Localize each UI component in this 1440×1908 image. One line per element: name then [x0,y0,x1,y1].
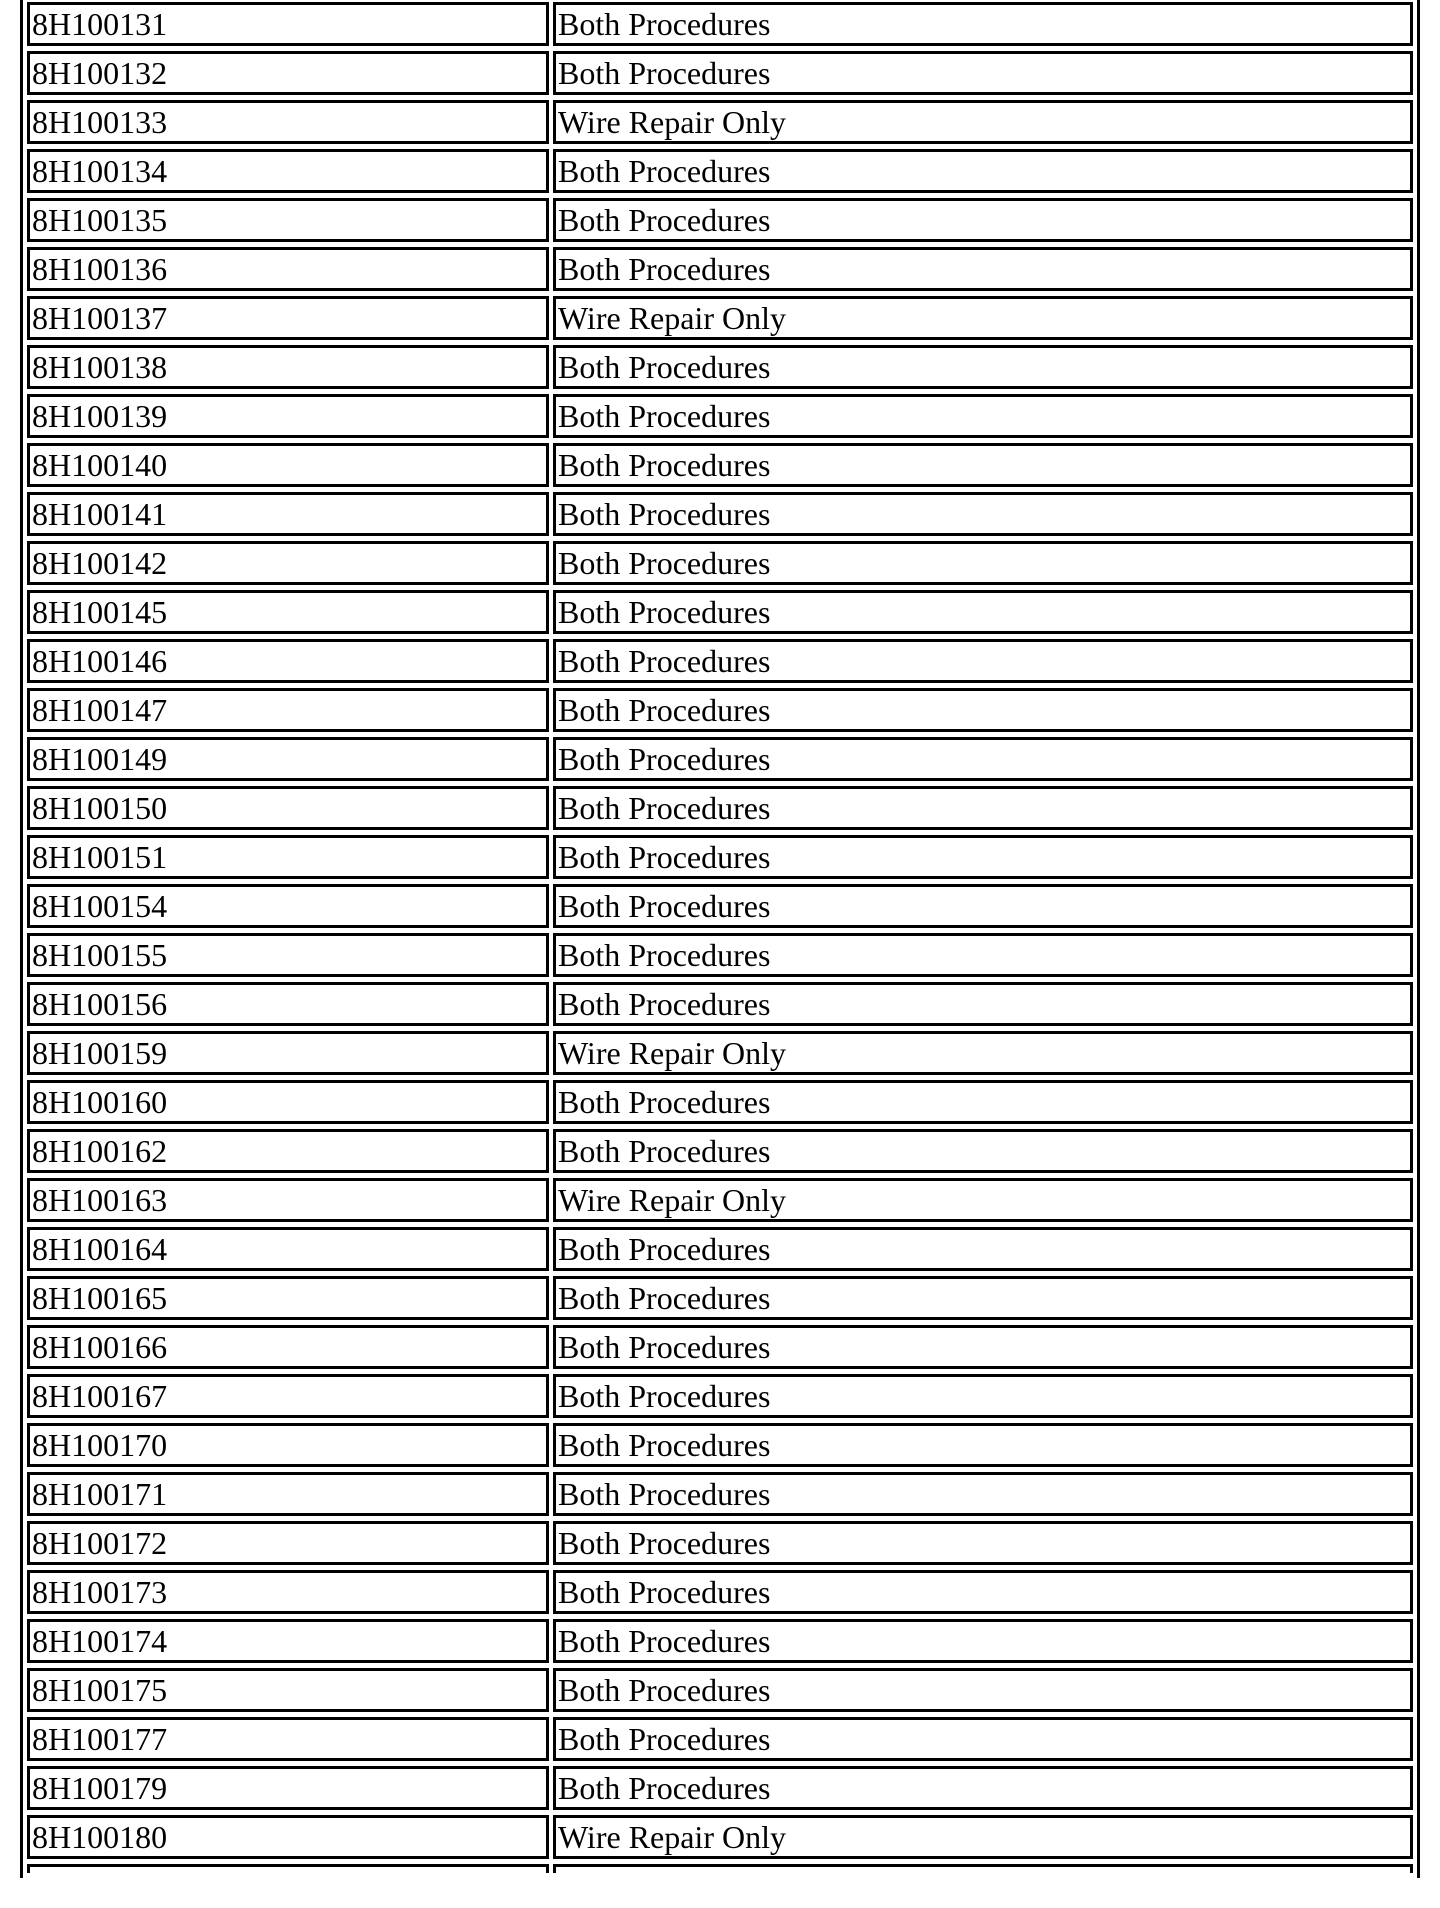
procedure-cell: Both Procedures [553,590,1413,634]
procedure-cell: Both Procedures [553,1423,1413,1467]
procedure-cell: Both Procedures [553,492,1413,536]
table-row [27,1178,1413,1222]
procedure-cell: Both Procedures [553,1570,1413,1614]
procedure-cell: Wire Repair Only [553,1031,1413,1075]
table-row [27,590,1413,634]
vehicle-code-cell: 8H100160 [27,1080,549,1124]
procedure-cell: Both Procedures [553,1521,1413,1565]
table-row [27,1521,1413,1565]
vehicle-code-cell: 8H100135 [27,198,549,242]
vehicle-code-cell: 8H100171 [27,1472,549,1516]
document-page [20,0,1420,1878]
procedure-cell: Both Procedures [553,1619,1413,1663]
table-row [27,394,1413,438]
table-row [27,1766,1413,1810]
table-row [27,1227,1413,1271]
table-row [27,884,1413,928]
procedure-cell: Both Procedures [553,541,1413,585]
vehicle-code-cell: 8H100179 [27,1766,549,1810]
procedure-cell: Both Procedures [553,1227,1413,1271]
procedure-cell: Wire Repair Only [553,100,1413,144]
vehicle-code-cell: 8H100164 [27,1227,549,1271]
table-row [27,541,1413,585]
procedure-cell: Both Procedures [553,1325,1413,1369]
procedure-cell: Wire Repair Only [553,296,1413,340]
table-body [27,2,1413,1873]
vehicle-code-cell: 8H100173 [27,1570,549,1614]
vehicle-code-cell: 8H100134 [27,149,549,193]
vehicle-code-cell: 8H100139 [27,394,549,438]
vehicle-code-cell: 8H100172 [27,1521,549,1565]
table-row [27,296,1413,340]
vehicle-code-cell: 8H100132 [27,51,549,95]
table-row [27,933,1413,977]
table-row-partial [27,1864,1413,1873]
procedure-cell: Both Procedures [553,247,1413,291]
procedure-cell: Both Procedures [553,2,1413,46]
vehicle-code-cell: 8H100170 [27,1423,549,1467]
table-row [27,51,1413,95]
table-row [27,1815,1413,1859]
vehicle-code-cell: 8H100131 [27,2,549,46]
procedure-cell: Wire Repair Only [553,1815,1413,1859]
procedure-cell: Wire Repair Only [553,1178,1413,1222]
vehicle-code-cell: 8H100151 [27,835,549,879]
table-row [27,1031,1413,1075]
procedure-cell: Both Procedures [553,933,1413,977]
vehicle-code-cell: 8H100136 [27,247,549,291]
table-row [27,1472,1413,1516]
procedure-cell: Both Procedures [553,1374,1413,1418]
partial-cell [27,1864,549,1873]
procedure-cell: Both Procedures [553,443,1413,487]
vehicle-code-cell: 8H100150 [27,786,549,830]
table-row [27,492,1413,536]
procedure-cell: Both Procedures [553,1276,1413,1320]
table-row [27,1080,1413,1124]
procedure-cell: Both Procedures [553,884,1413,928]
table-row [27,149,1413,193]
table-row [27,1619,1413,1663]
vehicle-code-cell: 8H100159 [27,1031,549,1075]
vehicle-code-cell: 8H100175 [27,1668,549,1712]
vehicle-code-cell: 8H100147 [27,688,549,732]
vin-procedure-table [20,0,1420,1878]
procedure-cell: Both Procedures [553,198,1413,242]
table-row [27,1668,1413,1712]
vehicle-code-cell: 8H100167 [27,1374,549,1418]
procedure-cell: Both Procedures [553,737,1413,781]
table-row [27,1570,1413,1614]
table-row [27,835,1413,879]
vehicle-code-cell: 8H100156 [27,982,549,1026]
vehicle-code-cell: 8H100133 [27,100,549,144]
vehicle-code-cell: 8H100154 [27,884,549,928]
vehicle-code-cell: 8H100140 [27,443,549,487]
procedure-cell: Both Procedures [553,1129,1413,1173]
table-row [27,1423,1413,1467]
table-row [27,1374,1413,1418]
table-row [27,688,1413,732]
table-row [27,786,1413,830]
procedure-cell: Both Procedures [553,982,1413,1026]
table-row [27,737,1413,781]
vehicle-code-cell: 8H100138 [27,345,549,389]
table-row [27,982,1413,1026]
procedure-cell: Both Procedures [553,1766,1413,1810]
table-row [27,1325,1413,1369]
vehicle-code-cell: 8H100165 [27,1276,549,1320]
procedure-cell: Both Procedures [553,688,1413,732]
table-row [27,1276,1413,1320]
procedure-cell: Both Procedures [553,394,1413,438]
vehicle-code-cell: 8H100141 [27,492,549,536]
vehicle-code-cell: 8H100163 [27,1178,549,1222]
table-row [27,1717,1413,1761]
partial-cell [553,1864,1413,1873]
vehicle-code-cell: 8H100162 [27,1129,549,1173]
vehicle-code-cell: 8H100174 [27,1619,549,1663]
table-row [27,2,1413,46]
vehicle-code-cell: 8H100146 [27,639,549,683]
vehicle-code-cell: 8H100145 [27,590,549,634]
procedure-cell: Both Procedures [553,786,1413,830]
procedure-cell: Both Procedures [553,639,1413,683]
procedure-cell: Both Procedures [553,835,1413,879]
table-row [27,247,1413,291]
vehicle-code-cell: 8H100137 [27,296,549,340]
procedure-cell: Both Procedures [553,1080,1413,1124]
vehicle-code-cell: 8H100142 [27,541,549,585]
table-row [27,443,1413,487]
procedure-cell: Both Procedures [553,1717,1413,1761]
table-row [27,100,1413,144]
procedure-cell: Both Procedures [553,1472,1413,1516]
vehicle-code-cell: 8H100166 [27,1325,549,1369]
procedure-cell: Both Procedures [553,51,1413,95]
table-row [27,198,1413,242]
vehicle-code-cell: 8H100155 [27,933,549,977]
table-row [27,345,1413,389]
table-row [27,639,1413,683]
vehicle-code-cell: 8H100180 [27,1815,549,1859]
procedure-cell: Both Procedures [553,1668,1413,1712]
procedure-cell: Both Procedures [553,345,1413,389]
procedure-cell: Both Procedures [553,149,1413,193]
vehicle-code-cell: 8H100177 [27,1717,549,1761]
vehicle-code-cell: 8H100149 [27,737,549,781]
table-row [27,1129,1413,1173]
